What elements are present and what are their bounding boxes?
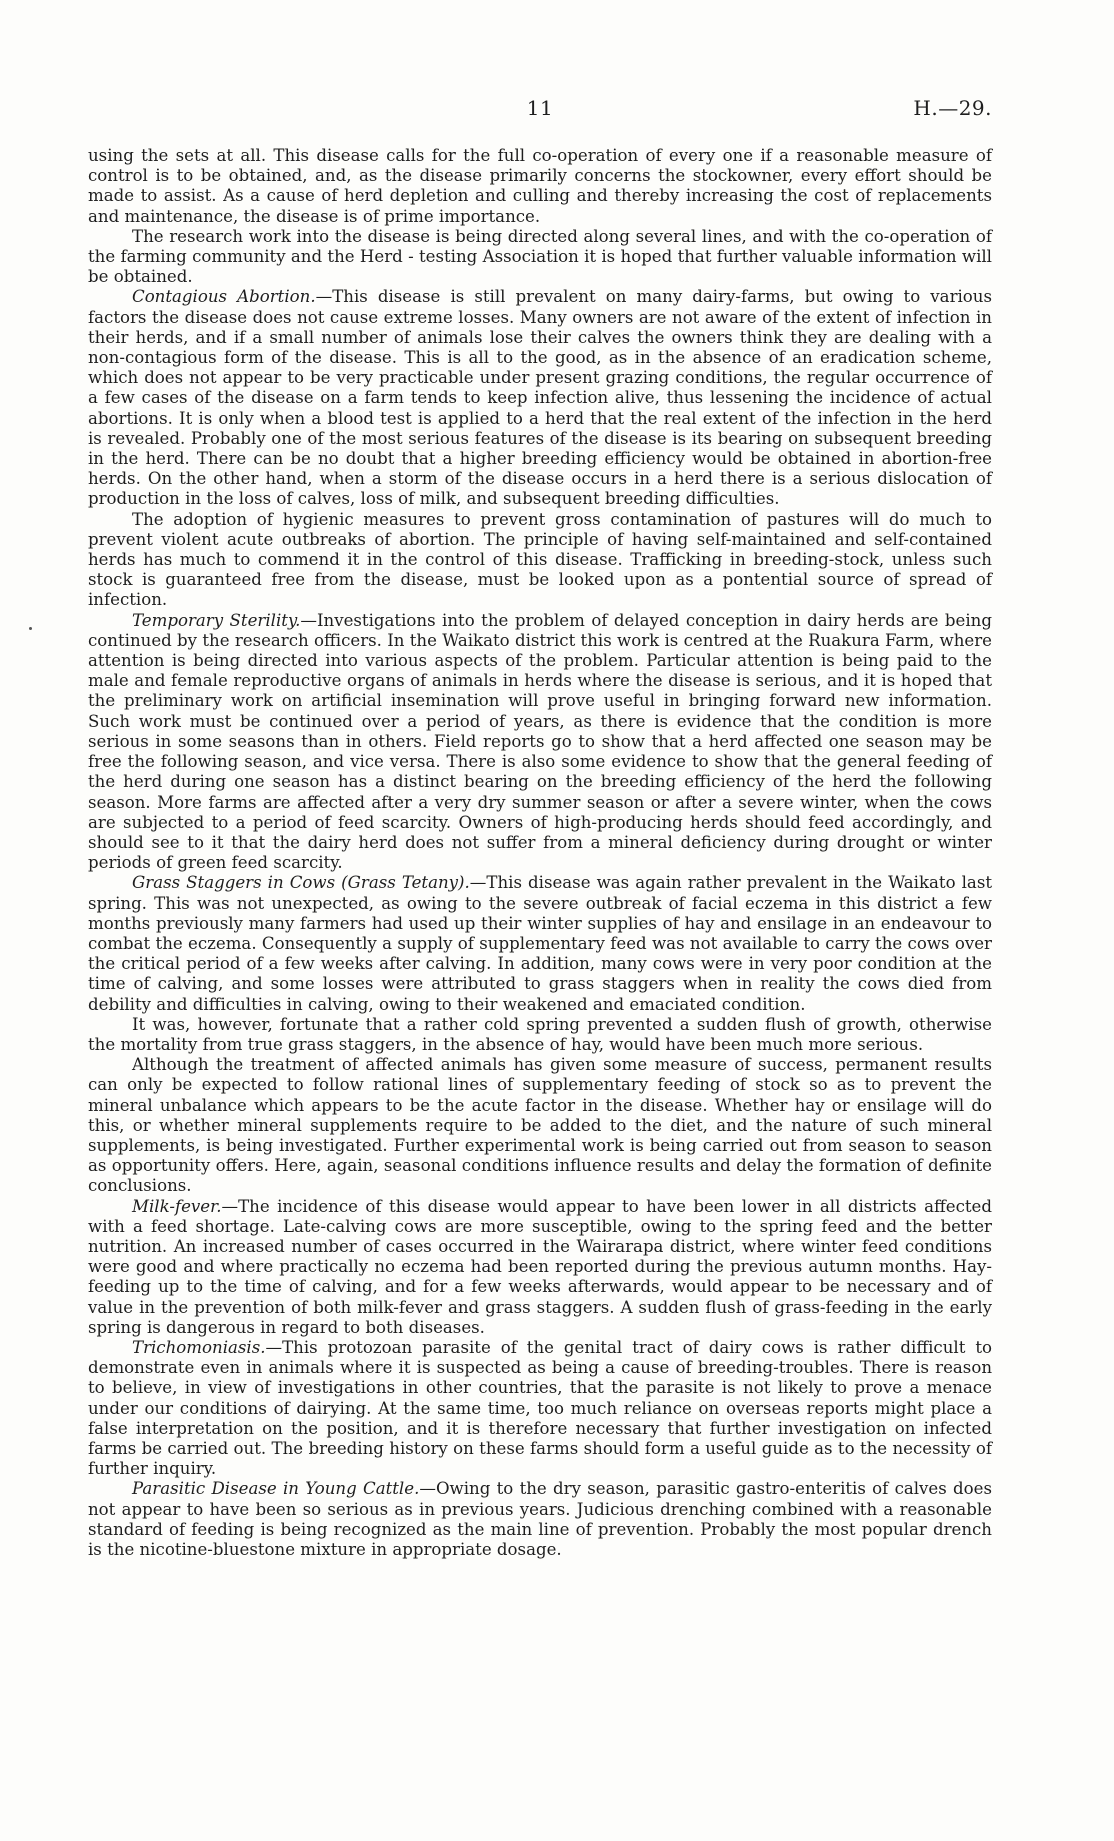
paragraph-text: Although the treatment of affected animals has given some measure of success, permanent results can only be expected to follow rational lines of supplementary feeding of stock so as to prevent the mineral unbalance which appears to be the acute factor in the disease. Whether hay or ensilage will do this, or whether mineral supplements require to be added to the diet, and the nature of such mineral supplements, is being investigated. Further experimental work is being carried out from season to season as opportunity offers. Here, again, seasonal conditions influence results and delay the formation of definite conclusions. (88, 1055, 992, 1196)
paragraph-temporary-sterility (88, 611, 992, 874)
paragraph-text: The adoption of hygienic measures to prevent gross contamination of pastures will do much to prevent violent acute outbreaks of abortion. The principle of having self-maintained and self-contained herds has much to commend it in the control of this disease. Trafficking in breeding-stock, unless such stock is guaranteed free from the disease, must be looked upon as a pontential source of spread of infection. (88, 509, 992, 610)
paragraph-heading: Trichomoniasis. (132, 1337, 266, 1357)
paragraph (88, 1055, 992, 1196)
margin-speck (29, 627, 32, 630)
paragraph-heading: Grass Staggers in Cows (Grass Tetany). (132, 873, 470, 893)
paragraph-milk-fever (88, 1197, 992, 1338)
paragraph-parasitic-disease (88, 1479, 992, 1560)
page-header (88, 96, 992, 128)
paragraph (88, 1015, 992, 1055)
paragraph-grass-staggers (88, 873, 992, 1014)
paragraph (88, 510, 992, 611)
paragraph-text: using the sets at all. This disease calls for the full co-operation of every one if a reasonable measure of control is to be obtained, and, as the disease primarily concerns the stockowner, every effort should be made to assist. As a cause of herd depletion and culling and thereby increasing the cost of replacements and maintenance, the disease is of prime importance. (88, 146, 992, 226)
page-number: 11 (526, 96, 554, 120)
paragraph-text: —Investigations into the problem of delayed conception in dairy herds are being continued by the research officers. In the Waikato district this work is centred at the Ruakura Farm, where attention is being directed into various aspects of the problem. Particular attention is being paid to the male and female reproductive organs of animals in herds where the disease is serious, and it is hoped that the preliminary work on artificial insemination will prove useful in bringing forward new information. Such work must be continued over a period of years, as there is evidence that the condition is more serious in some seasons than in others. Field reports go to show that a herd affected one season may be free the following season, and vice versa. There is also some evidence to show that the general feeding of the herd during one season has a distinct bearing on the breeding efficiency of the herd the following season. More farms are affected after a very dry summer season or after a severe winter, when the cows are subjected to a period of feed scarcity. Owners of high-producing herds should feed accordingly, and should see to it that the dairy herd does not suffer from a mineral deficiency during drought or winter periods of green feed scarcity. (88, 610, 992, 873)
paragraph-trichomoniasis (88, 1338, 992, 1479)
paragraph-text: —This protozoan parasite of the genital tract of dairy cows is rather difficult to demonstrate even in animals where it is suspected as being a cause of breeding-troubles. There is reason to believe, in view of investigations in other countries, that the parasite is not likely to prove a menace under our conditions of dairying. At the same time, too much reliance on overseas reports might place a false interpretation on the position, and it is therefore necessary that further investigation on infected farms be carried out. The breeding history on these farms should form a useful guide as to the necessity of further inquiry. (88, 1337, 992, 1479)
paragraph-text: —Owing to the dry season, parasitic gastro-enteritis of calves does not appear to have been so serious as in previous years. Judicious drenching combined with a reasonable standard of feeding is being recognized as the main line of prevention. Probably the most popular drench is the nicotine-bluestone mixture in appropriate dosage. (88, 1479, 992, 1560)
paragraph-text: —The incidence of this disease would appear to have been lower in all districts affected with a feed shortage. Late-calving cows are more susceptible, owing to the spring feed and the better nutrition. An increased number of cases occurred in the Wairarapa district, where winter feed conditions were good and where practically no eczema had been reported during the previous autumn months. Hay-feeding up to the time of calving, and for a few weeks afterwards, would appear to be necessary and of value in the prevention of both milk-fever and grass staggers. A sudden flush of grass-feeding in the early spring is dangerous in regard to both diseases. (88, 1196, 992, 1337)
paragraph-text: —This disease is still prevalent on many dairy-farms, but owing to various factors the disease does not cause extreme losses. Many owners are not aware of the extent of infection in their herds, and if a small number of animals lose their calves the owners think they are dealing with a non-contagious form of the disease. This is all to the good, as in the absence of an eradication scheme, which does not appear to be very practicable under present grazing conditions, the regular occurrence of a few cases of the disease on a farm tends to keep infection alive, thus lessening the incidence of actual abortions. It is only when a blood test is applied to a herd that the real extent of the infection in the herd is revealed. Probably one of the most serious features of the disease is its bearing on subsequent breeding in the herd. There can be no doubt that a higher breeding efficiency would be obtained in abortion-free herds. On the other hand, when a storm of the disease occurs in a herd there is a serious dislocation of production in the loss of calves, loss of milk, and subsequent breeding difficulties. (88, 287, 992, 509)
paragraph-heading: Temporary Sterility. (132, 610, 301, 630)
paragraph-text: It was, however, fortunate that a rather cold spring prevented a sudden flush of growth, otherwise the mortality from true grass staggers, in the absence of hay, would have been much more serious. (88, 1014, 992, 1054)
paragraph (88, 146, 992, 227)
document-reference: H.—29. (913, 96, 992, 120)
paragraph-text: —This disease was again rather prevalent in the Waikato last spring. This was not unexpected, as owing to the severe outbreak of facial eczema in this district a few months previously many farmers had used up their winter supplies of hay and ensilage in an endeavour to combat the eczema. Consequently a supply of supplementary feed was not available to carry the cows over the critical period of a few weeks after calving. In addition, many cows were in very poor condition at the time of calving, and some losses were attributed to grass staggers when in reality the cows died from debility and difficulties in calving, owing to their weakened and emaciated condition. (88, 873, 993, 1014)
paragraph-heading: Contagious Abortion. (132, 287, 316, 307)
paragraph-heading: Parasitic Disease in Young Cattle. (132, 1479, 420, 1499)
paragraph-contagious-abortion (88, 287, 992, 509)
paragraph-text: The research work into the disease is being directed along several lines, and with the co-operation of the farming community and the Herd - testing Association it is hoped that further valuable information will be obtained. (88, 226, 992, 287)
paragraph (88, 227, 992, 288)
paragraph-heading: Milk-fever. (132, 1196, 222, 1216)
document-body (88, 146, 992, 1560)
